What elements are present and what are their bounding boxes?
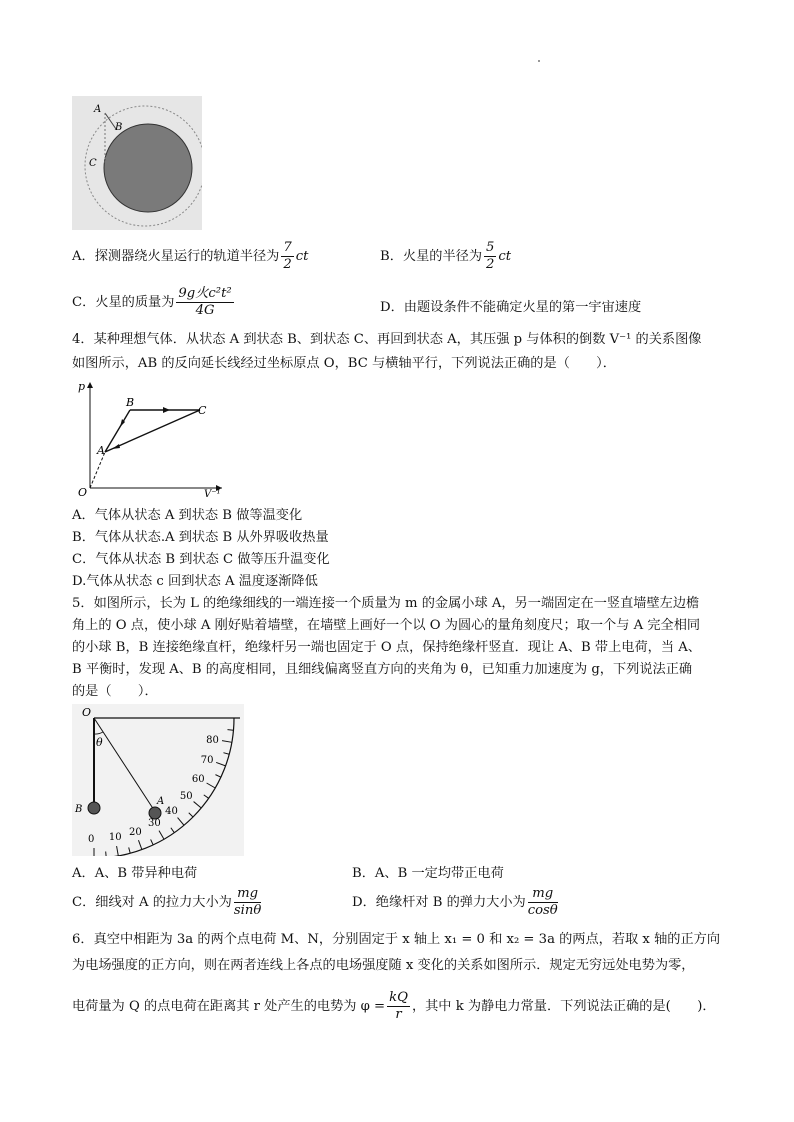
q5-option-d-text: D．绝缘杆对 B 的弹力大小为 bbox=[352, 895, 526, 910]
protractor-tick bbox=[159, 831, 164, 840]
q3-option-a-text: A．探测器绕火星运行的轨道半径为 bbox=[72, 249, 280, 264]
q5-stem-line3: 的小球 B，B 连接绝缘直杆，绝缘杆另一端也固定于 O 点，保持绝缘杆竖直．现让 A、B 带上电荷，当 A、 bbox=[72, 640, 701, 655]
q3-option-b-tail: ct bbox=[498, 249, 512, 264]
protractor-tick bbox=[106, 851, 107, 856]
pv-label-b: B bbox=[126, 396, 135, 409]
q5-option-d-den: cosθ bbox=[527, 903, 558, 918]
q3-option-b bbox=[380, 240, 511, 273]
q5-option-a: A．A、B 带异种电荷 bbox=[72, 866, 198, 881]
pv-figure bbox=[72, 376, 228, 498]
q6-potential-den: r bbox=[395, 1007, 402, 1022]
protractor-tick bbox=[129, 847, 131, 853]
protractor-tick bbox=[222, 741, 232, 743]
protractor-tick bbox=[204, 795, 209, 798]
q5-stem-line5: 的是（ ）． bbox=[72, 684, 158, 699]
q6-potential-num: kQ bbox=[389, 990, 408, 1005]
pv-graph bbox=[72, 376, 228, 498]
q3-option-a-tail: ct bbox=[295, 249, 309, 264]
protractor-label-a: A bbox=[157, 796, 165, 807]
protractor-label-theta: θ bbox=[96, 736, 103, 749]
protractor-tick bbox=[223, 753, 229, 755]
q6-stem-line3 bbox=[72, 990, 716, 1023]
q6-line3-post: ，其中 k 为静电力常量．下列说法正确的是( )． bbox=[411, 999, 716, 1014]
pv-label-c: C bbox=[198, 404, 207, 417]
q3-option-a-num: 7 bbox=[283, 240, 292, 255]
q3-option-d: D．由题设条件不能确定火星的第一宇宙速度 bbox=[380, 300, 642, 315]
q4-stem-line2: 如图所示，AB 的反向延长线经过坐标原点 O，BC 与横轴平行，下列说法正确的是（ ）． bbox=[72, 356, 616, 371]
q5-option-b: B．A、B 一定均带正电荷 bbox=[352, 866, 504, 881]
protractor-tick bbox=[189, 813, 193, 817]
q4-option-b: B．气体从状态.A 到状态 B 从外界吸收热量 bbox=[72, 530, 329, 545]
q3-option-b-text: B．火星的半径为 bbox=[380, 249, 483, 264]
protractor-tick bbox=[138, 840, 141, 849]
protractor-tick bbox=[207, 783, 216, 788]
protractor-tick bbox=[215, 775, 220, 778]
protractor-label-b: B bbox=[75, 804, 83, 815]
q3-option-c-num: 9g火c²t² bbox=[178, 286, 232, 301]
q5-option-c bbox=[72, 886, 263, 919]
orbit-label-b: B bbox=[115, 122, 123, 133]
protractor-tick bbox=[117, 846, 119, 856]
orbit-figure bbox=[72, 96, 202, 230]
q6-stem-line1: 6．真空中相距为 3a 的两个点电荷 M、N，分别固定于 x 轴上 x₁ = 0 和 x₂ = 3a 的两点，若取 x 轴的正方向 bbox=[72, 932, 721, 947]
protractor-tick-label: 20 bbox=[129, 826, 142, 838]
protractor-tick-label: 80 bbox=[206, 734, 219, 746]
protractor-tick bbox=[216, 762, 225, 765]
q5-option-c-num: mg bbox=[234, 886, 261, 903]
q3-option-b-den: 2 bbox=[486, 257, 495, 272]
q3-option-c bbox=[72, 286, 236, 319]
q5-stem-line4: B 平衡时，发现 A、B 的高度相同，且细线偏离竖直方向的夹角为 θ，已知重力加速度为 g，下列说法正确 bbox=[72, 662, 693, 677]
protractor-tick bbox=[178, 818, 184, 826]
protractor-tick-label: 60 bbox=[191, 774, 205, 785]
q6-line3-pre: 电荷量为 Q 的点电荷在距离其 r 处产生的电势为 φ = bbox=[72, 999, 386, 1014]
protractor-tick-label: 50 bbox=[179, 791, 193, 803]
pv-origin: O bbox=[78, 486, 88, 498]
q6-stem-line2: 为电场强度的正方向，则在两者连线上各点的电场强度随 x 变化的关系如图所示．规定无穷远处电势为零， bbox=[72, 958, 695, 973]
stray-dot bbox=[538, 60, 540, 62]
q4-option-c: C．气体从状态 B 到状态 C 做等压升温变化 bbox=[72, 552, 330, 567]
protractor-tick-label: 10 bbox=[108, 832, 122, 844]
q3-option-b-num: 5 bbox=[486, 240, 495, 255]
protractor-tick bbox=[227, 730, 233, 731]
protractor-figure bbox=[72, 704, 244, 856]
protractor-tick-label: 40 bbox=[165, 805, 178, 817]
pv-axis-p: p bbox=[78, 380, 86, 393]
q4-option-d: D.气体从状态 c 回到状态 A 温度逐渐降低 bbox=[72, 574, 318, 589]
pv-axis-v: V⁻¹ bbox=[204, 489, 221, 498]
orbit-label-c: C bbox=[89, 158, 97, 169]
protractor-tick-label: 30 bbox=[148, 817, 161, 829]
protractor-tick bbox=[194, 802, 202, 808]
protractor-tick-label: 0 bbox=[88, 834, 95, 845]
q5-option-c-text: C．细线对 A 的拉力大小为 bbox=[72, 895, 232, 910]
q3-option-c-text: C．火星的质量为 bbox=[72, 295, 175, 310]
pv-label-a: A bbox=[97, 444, 105, 457]
protractor-tick bbox=[151, 839, 154, 844]
q5-stem-line1: 5．如图所示，长为 L 的绝缘细线的一端连接一个质量为 m 的金属小球 A，另一端固定在一竖直墙壁左边檐 bbox=[72, 596, 700, 611]
q3-option-a-den: 2 bbox=[283, 257, 292, 272]
q3-option-a bbox=[72, 240, 308, 273]
protractor-diagram bbox=[72, 704, 244, 856]
q5-option-c-den: sinθ bbox=[233, 903, 262, 918]
q5-stem-line2: 角上的 O 点，使小球 A 刚好贴着墙壁，在墙壁上画好一个以 O 为圆心的量角刻度尺；取一个与 A 完全相同 bbox=[72, 618, 701, 633]
orbit-diagram bbox=[72, 96, 202, 230]
q4-option-a: A．气体从状态 A 到状态 B 做等温变化 bbox=[72, 508, 303, 523]
q5-option-d bbox=[352, 886, 560, 919]
q5-option-d-num: mg bbox=[528, 886, 558, 903]
q3-option-c-den: 4G bbox=[195, 303, 215, 318]
q4-stem-line1: 4．某种理想气体．从状态 A 到状态 B、到状态 C、再回到状态 A，其压强 p 与体积的倒数 V⁻¹ 的关系图像 bbox=[72, 332, 702, 347]
protractor-tick bbox=[171, 828, 174, 833]
protractor-label-o: O bbox=[82, 706, 92, 719]
orbit-label-a: A bbox=[94, 104, 102, 115]
protractor-tick-label: 70 bbox=[200, 755, 214, 767]
